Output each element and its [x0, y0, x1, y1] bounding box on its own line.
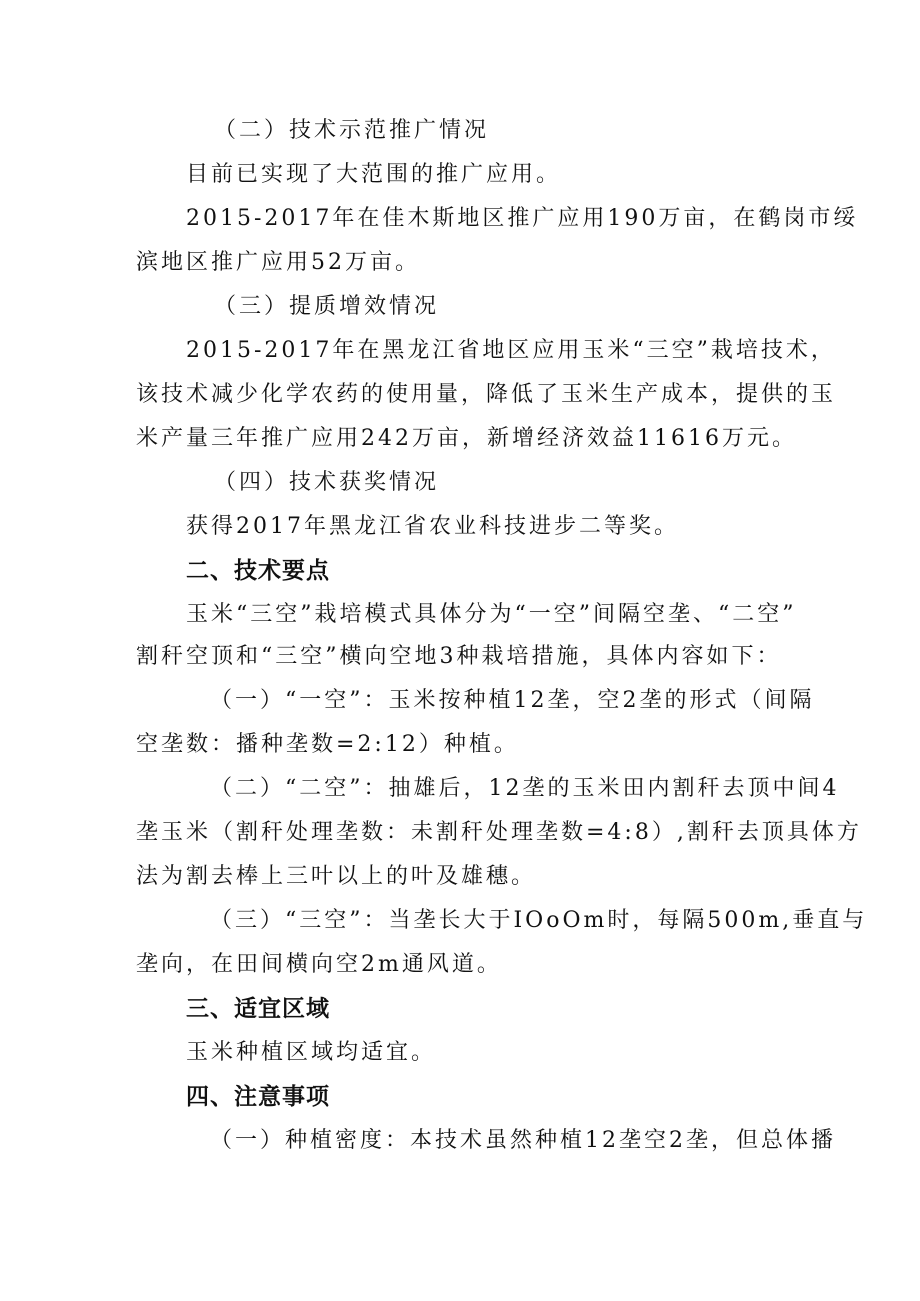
- paragraph-line: （一）“一空”：玉米按种植12垄，空2垄的形式（间隔: [210, 688, 815, 713]
- paragraph-line: （一）种植密度：本技术虽然种植12垄空2垄，但总体播: [210, 1128, 836, 1153]
- section-heading: 三、适宜区域: [186, 996, 330, 1022]
- paragraph-line: 法为割去棒上三叶以上的叶及雄穗。: [136, 864, 537, 889]
- paragraph-line: 目前已实现了大范围的推广应用。: [186, 162, 562, 187]
- paragraph-line: 玉米“三空”栽培模式具体分为“一空”间隔空垄、“二空”: [186, 602, 797, 627]
- paragraph-line: （三）“三空”：当垄长大于IOoOm时，每隔500m,垂直与: [210, 908, 868, 933]
- paragraph-line: （二）“二空”：抽雄后，12垄的玉米田内割秆去顶中间4: [210, 776, 840, 801]
- paragraph-line: 该技术减少化学农药的使用量，降低了玉米生产成本，提供的玉: [136, 382, 837, 407]
- paragraph-line: 2015-2017年在黑龙江省地区应用玉米“三空”栽培技术，: [186, 338, 836, 363]
- section-heading: 四、注意事项: [186, 1084, 330, 1110]
- paragraph-line: 割秆空顶和“三空”横向空地3种栽培措施，具体内容如下：: [136, 644, 782, 669]
- paragraph-line: 2015-2017年在佳木斯地区推广应用190万亩，在鹤岗市绥: [186, 206, 859, 231]
- paragraph-line: 米产量三年推广应用242万亩，新增经济效益11616万元。: [136, 426, 797, 451]
- paragraph-line: 获得2017年黑龙江省农业科技进步二等奖。: [186, 514, 679, 539]
- subsection-heading: （四）技术获奖情况: [214, 470, 440, 495]
- section-heading: 二、技术要点: [186, 558, 330, 584]
- paragraph-line: 滨地区推广应用52万亩。: [136, 250, 420, 275]
- paragraph-line: 空垄数：播种垄数=2:12）种植。: [136, 732, 519, 757]
- subsection-heading: （三）提质增效情况: [214, 294, 440, 319]
- paragraph-line: 垄向，在田间横向空2m通风道。: [136, 952, 502, 977]
- paragraph-line: 玉米种植区域均适宜。: [186, 1040, 437, 1065]
- paragraph-line: 垄玉米（割秆处理垄数：未割秆处理垄数=4:8）,割秆去顶具体方: [136, 820, 862, 845]
- subsection-heading: （二）技术示范推广情况: [214, 118, 490, 143]
